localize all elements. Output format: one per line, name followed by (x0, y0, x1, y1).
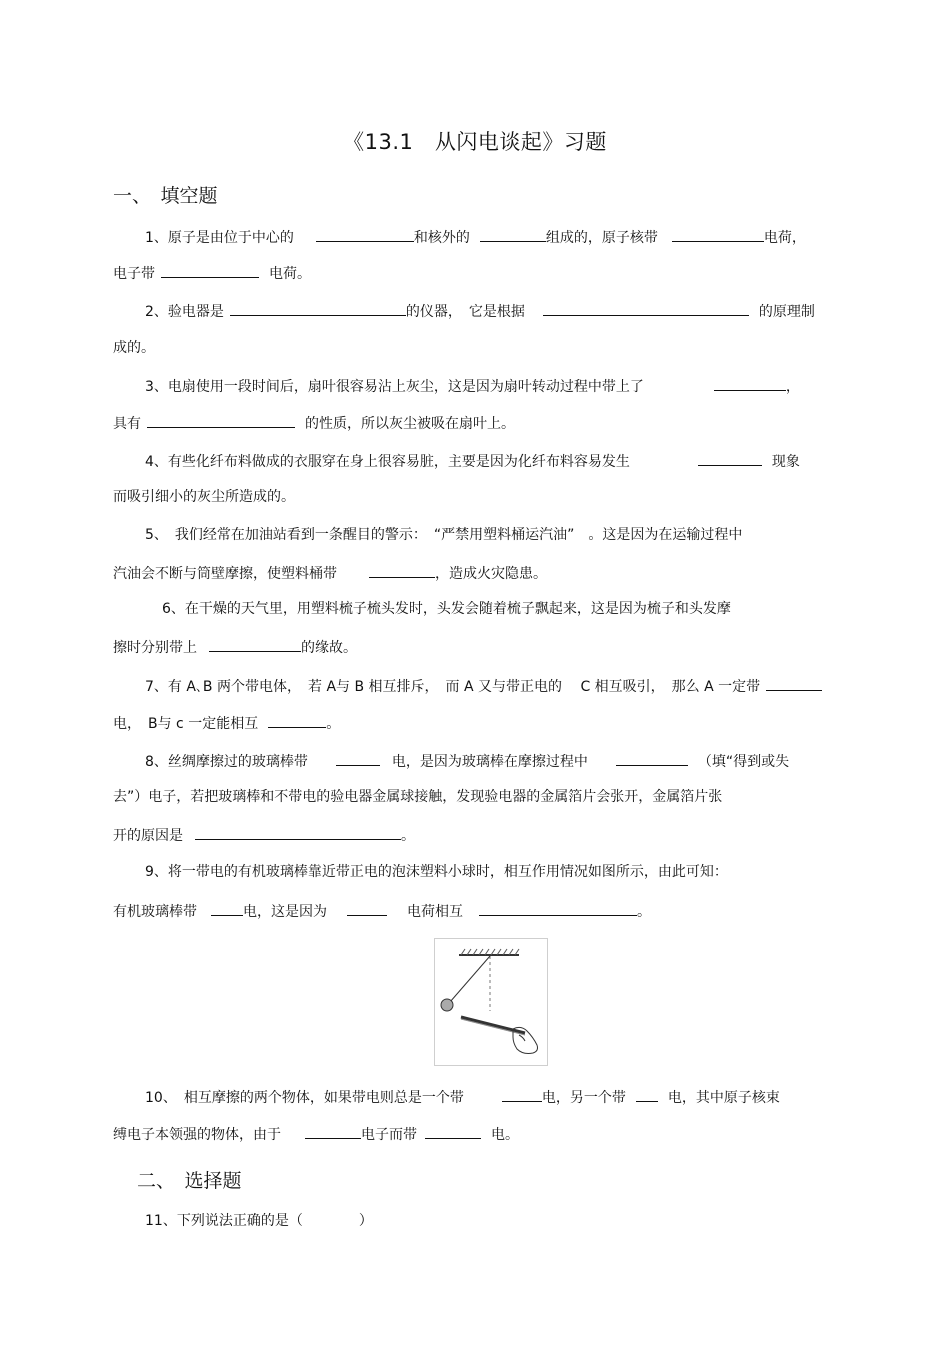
q9-blank-3[interactable] (479, 900, 637, 916)
question-11-line-1: 11、下列说法正确的是（ ） (145, 1213, 373, 1229)
q1-blank-2[interactable] (480, 226, 546, 242)
q2-blank-1[interactable] (230, 300, 406, 316)
q10-text-f: 电。 (491, 1127, 519, 1143)
q7-text-a: 7、有 A､B 两个带电体， 若 A与 B 相互排斥， 而 A 又与带正电的 C 相互吸引， 那么 A 一定带 (145, 679, 761, 695)
q7-text-c: 。 (326, 716, 341, 732)
question-10-line-1 (145, 1086, 780, 1108)
q8-blank-1[interactable] (336, 750, 380, 766)
q1-text-e: 电子带 (113, 266, 155, 282)
q5-text-b: 汽油会不断与筒壁摩擦，使塑料桶带 (113, 566, 337, 582)
q1-text-b: 和核外的 (413, 230, 470, 246)
q10-text-e: 电子而带 (361, 1127, 417, 1143)
q9-text-d: 电荷相互 (407, 904, 463, 920)
q3-text-a: 3、电扇使用一段时间后，扇叶很容易沾上灰尘，这是因为扇叶转动过程中带上了 (145, 379, 644, 395)
q8-text-e: 开的原因是 (113, 828, 183, 844)
q6-text-c: 的缘故。 (301, 640, 357, 656)
figure-charged-ball-and-rod (434, 938, 548, 1066)
q1-blank-1[interactable] (316, 226, 414, 242)
q10-blank-1[interactable] (502, 1086, 542, 1102)
q4-text-b: 现象 (771, 454, 800, 470)
q1-text-f: 电荷。 (269, 266, 311, 282)
q9-blank-2[interactable] (347, 900, 387, 916)
question-10-line-2 (113, 1123, 519, 1145)
q8-text-c: （填“得到或失 (697, 754, 790, 770)
q10-text-c: 电，其中原子核束 (667, 1090, 780, 1106)
question-6-line-1: 6、在干燥的天气里，用塑料梳子梳头发时，头发会随着梳子飘起来，这是因为梳子和头发摩 (162, 601, 731, 617)
q2-text-c: 的原理制 (758, 304, 815, 320)
page-title: 《13.1 从闪电谈起》习题 (343, 130, 607, 154)
question-8-line-1 (145, 750, 789, 772)
q9-text-b: 有机玻璃棒带 (113, 904, 197, 920)
q7-text-b: 电， B与 c 一定能相互 (113, 716, 259, 732)
section-heading-fill-blank: 一、 填空题 (113, 185, 218, 207)
q8-text-f: 。 (401, 828, 415, 844)
q6-text-b: 擦时分别带上 (113, 640, 197, 656)
q5-blank-1[interactable] (369, 562, 435, 578)
q3-text-c: 具有 (113, 416, 141, 432)
q7-blank-2[interactable] (268, 712, 326, 728)
q1-text-c: 组成的，原子核带 (545, 230, 658, 246)
q10-text-d: 缚电子本领强的物体，由于 (113, 1127, 281, 1143)
q10-text-b: 电，另一个带 (541, 1090, 626, 1106)
q8-text-b: 电，是因为玻璃棒在摩擦过程中 (391, 754, 588, 770)
question-3-line-2 (113, 412, 515, 434)
q3-text-d: 的性质，所以灰尘被吸在扇叶上。 (305, 416, 515, 432)
q9-text-c: 电，这是因为 (243, 904, 327, 920)
question-1-line-2 (113, 262, 311, 284)
q3-text-b: ， (785, 379, 800, 395)
figure-illustration (435, 939, 547, 1065)
question-5-line-1: 5、 我们经常在加油站看到一条醒目的警示： “严禁用塑料桶运汽油” 。这是因为在运输过程中 (145, 527, 743, 543)
q8-text-a: 8、丝绸摩擦过的玻璃棒带 (145, 754, 308, 770)
q5-text-c: ，造成火灾隐患。 (435, 566, 547, 582)
question-2-line-1 (145, 300, 815, 322)
q9-blank-1[interactable] (211, 900, 243, 916)
question-2-line-2: 成的。 (113, 340, 155, 356)
q9-text-e: 。 (637, 904, 651, 920)
q4-text-a: 4、有些化纤布料做成的衣服穿在身上很容易脏，主要是因为化纤布料容易发生 (145, 454, 630, 470)
q10-blank-2[interactable] (636, 1086, 658, 1102)
question-1-line-1 (145, 226, 806, 248)
question-4-line-2: 而吸引细小的灰尘所造成的。 (113, 489, 295, 505)
q2-text-a: 2、验电器是 (145, 304, 224, 320)
section-heading-multiple-choice: 二、 选择题 (137, 1170, 242, 1192)
q2-text-b: 的仪器， 它是根据 (405, 304, 525, 320)
question-4-line-1 (145, 450, 800, 472)
question-8-line-2: 去”）电子，若把玻璃棒和不带电的验电器金属球接触，发现验电器的金属箔片会张开，金属箔片张 (113, 789, 723, 805)
question-9-line-2 (113, 900, 651, 922)
question-3-line-1 (145, 375, 800, 397)
q1-text-a: 1、原子是由位于中心的 (145, 230, 294, 246)
question-7-line-1 (145, 675, 822, 697)
question-9-line-1: 9、将一带电的有机玻璃棒靠近带正电的泡沫塑料小球时，相互作用情况如图所示，由此可知： (145, 864, 728, 880)
q10-blank-4[interactable] (425, 1123, 481, 1139)
question-7-line-2 (113, 712, 340, 734)
q10-text-a: 10、 相互摩擦的两个物体，如果带电则总是一个带 (145, 1090, 464, 1106)
question-8-line-3 (113, 824, 415, 846)
q10-blank-3[interactable] (305, 1123, 361, 1139)
question-6-line-2 (113, 636, 357, 658)
q8-blank-3[interactable] (195, 824, 401, 840)
q2-blank-2[interactable] (543, 300, 749, 316)
q7-blank-1[interactable] (766, 675, 822, 691)
q1-blank-3[interactable] (672, 226, 764, 242)
q3-blank-2[interactable] (147, 412, 295, 428)
q1-text-d: 电荷， (763, 230, 806, 246)
q6-blank-1[interactable] (209, 636, 301, 652)
q4-blank-1[interactable] (698, 450, 762, 466)
q1-blank-4[interactable] (161, 262, 259, 278)
q3-blank-1[interactable] (714, 375, 786, 391)
question-5-line-2 (113, 562, 547, 584)
q8-blank-2[interactable] (616, 750, 688, 766)
